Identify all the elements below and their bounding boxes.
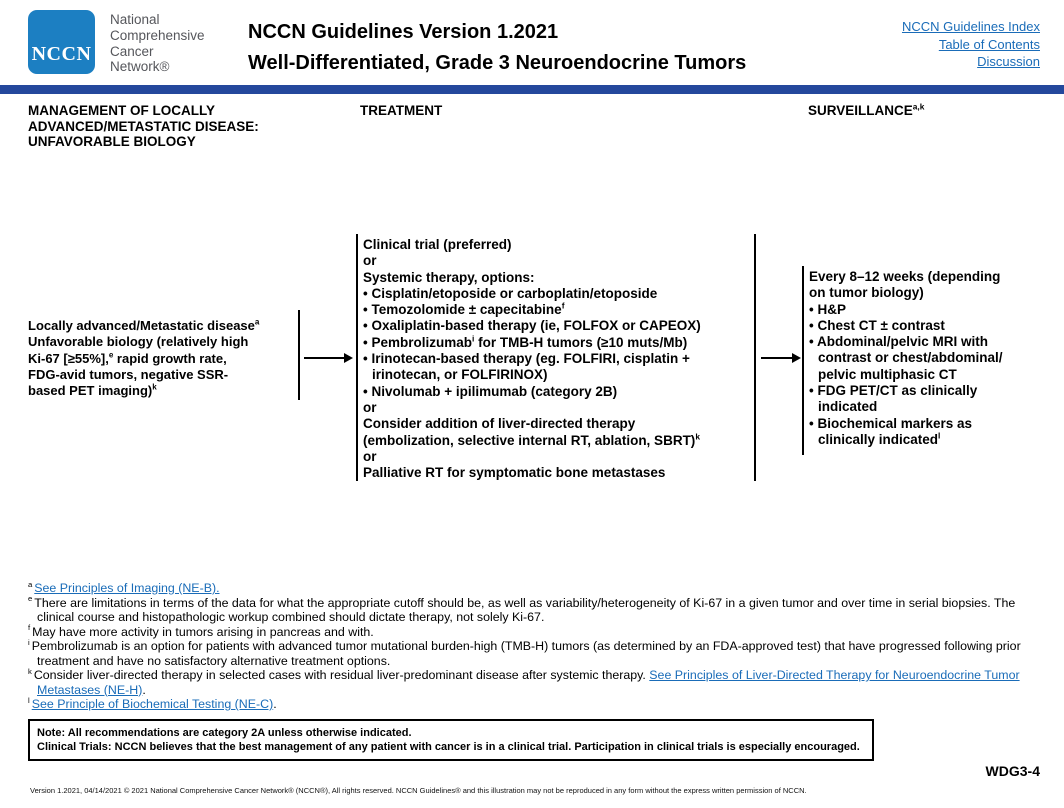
footnote-e-text: There are limitations in terms of the data for what the appropriate cutoff should be, as well as variability/heterogeneity of Ki-67 in a given tumor and over time in serial biopsies. The clinical course and histopathologic workup combined should dictate therapy, not solely Ki-67. xyxy=(34,595,1016,624)
text-line: ADVANCED/METASTATIC DISEASE: xyxy=(28,118,259,134)
text-line: • Oxaliplatin-based therapy (ie, FOLFOX or CAPEOX) xyxy=(363,318,701,334)
link-liver-directed-therapy-ne-h[interactable]: See Principles of Liver-Directed Therapy for Neuroendocrine Tumor Metastases (NE-H) xyxy=(37,668,1020,697)
text-line: Comprehensive xyxy=(110,27,205,43)
footnote-marker-k: k xyxy=(28,666,32,676)
guidelines-subtitle: Well-Differentiated, Grade 3 Neuroendocrine Tumors xyxy=(248,52,747,74)
footnote-marker-e: e xyxy=(28,594,33,604)
arrow-to-treatment xyxy=(304,357,345,359)
clinical-trials-note: Clinical Trials: NCCN believes that the best management of any patient with cancer is in a clinical trial. Participation in clinical trials is especially encouraged. xyxy=(37,741,860,753)
footnote-f xyxy=(28,625,1036,640)
text-line: Network® xyxy=(110,59,170,75)
text-line: • H&P xyxy=(809,301,846,317)
footnote-l-text: See Principle of Biochemical Testing (NE-C). xyxy=(31,697,277,711)
text-line: or xyxy=(363,253,377,269)
text-line: or xyxy=(363,448,377,464)
patient-group-block xyxy=(28,318,259,399)
text-line: clinically indicated$^l$ xyxy=(818,430,941,447)
text-line: • FDG PET/CT as clinically xyxy=(809,383,978,399)
footnotes xyxy=(28,581,1036,712)
text-line: pelvic multiphasic CT xyxy=(818,366,957,382)
link-biochemical-testing-ne-c[interactable]: See Principle of Biochemical Testing (NE-C) xyxy=(31,697,274,711)
footnote-f-text: May have more activity in tumors arising in pancreas and with. xyxy=(32,624,374,639)
nccn-logo xyxy=(28,10,95,74)
footnote-l xyxy=(28,697,1036,712)
header-divider-bar xyxy=(0,85,1064,94)
link-principles-of-imaging-ne-b[interactable]: See Principles of Imaging (NE-B). xyxy=(34,581,220,595)
text-line: Unfavorable biology (relatively high xyxy=(28,334,249,350)
text-line: • Cisplatin/etoposide or carboplatin/etoposide xyxy=(363,285,658,301)
surveillance-bracket-line xyxy=(802,266,804,455)
guidelines-version-title: NCCN Guidelines Version 1.2021 xyxy=(248,21,559,43)
text-line: FDG-avid tumors, negative SSR- xyxy=(28,366,229,382)
treatment-left-bracket-line xyxy=(356,234,358,481)
text-line: MANAGEMENT OF LOCALLY xyxy=(28,103,215,118)
surveillance-block xyxy=(809,269,1003,448)
text-line: Consider addition of liver-directed therapy xyxy=(363,416,636,432)
footnote-e xyxy=(28,596,1036,625)
text-line: • Biochemical markers as xyxy=(809,415,973,431)
footnote-marker-f: f xyxy=(28,623,31,633)
footnote-a-text xyxy=(34,581,219,595)
treatment-right-bracket-line xyxy=(754,234,756,481)
discussion-link[interactable]: Discussion xyxy=(977,54,1040,69)
text-line: based PET imaging)$^k$ xyxy=(28,382,157,399)
text-line: UNFAVORABLE BIOLOGY xyxy=(28,134,196,149)
text-line: Systemic therapy, options: xyxy=(363,269,535,285)
text-line: on tumor biology) xyxy=(809,285,924,301)
page-title xyxy=(248,17,746,79)
text-line: or xyxy=(363,399,377,415)
text-line: contrast or chest/abdominal/ xyxy=(818,350,1003,366)
footnote-k-text: Consider liver-directed therapy in selected cases with residual liver-predominant disease after systemic therapy. See Principles of Liver-Directed Therapy for Neuroendocrine Tumor Metastases (NE-H). xyxy=(33,668,1020,697)
treatment-options-block xyxy=(363,237,701,481)
header-nav xyxy=(902,18,1040,71)
copyright-line: Version 1.2021, 04/14/2021 © 2021 National Comprehensive Cancer Network® (NCCN®), All rights reserved. NCCN Guidelines® and this illustration may not be reproduced in any form without the express written permission of NCCN. xyxy=(30,786,807,795)
nccn-logo-acronym: NCCN xyxy=(31,43,92,65)
footnote-i-text: Pembrolizumab is an option for patients with advanced tumor mutational burden-high (TMB-H) tumors (as determined by an FDA-approved test) that have progressed following prior treatment and have no satisfactory alternative treatment options. xyxy=(31,639,1021,668)
text-line: • Nivolumab + ipilimumab (category 2B) xyxy=(363,383,618,399)
text-line: Clinical trial (preferred) xyxy=(363,237,512,252)
text-line: Cancer xyxy=(110,43,154,59)
text-line: • Pembrolizumab$^i$ for TMB-H tumors (≥10 muts/Mb) xyxy=(363,333,688,350)
text-line: • Abdominal/pelvic MRI with xyxy=(809,334,988,350)
footnote-i xyxy=(28,639,1036,668)
text-line: Palliative RT for symptomatic bone metastases xyxy=(363,465,666,481)
footnote-marker-i: i xyxy=(28,637,30,647)
nccn-guidelines-index-link[interactable]: NCCN Guidelines Index xyxy=(901,19,1040,34)
text-line: • Irinotecan-based therapy (eg. FOLFIRI, cisplatin + xyxy=(363,351,690,367)
text-line: indicated xyxy=(818,399,878,415)
table-of-contents-link[interactable]: Table of Contents xyxy=(938,36,1040,52)
footnote-marker-a: a xyxy=(28,579,33,589)
text-line: Every 8–12 weeks (depending xyxy=(809,269,1001,284)
left-block-bracket-line xyxy=(298,310,300,400)
nccn-org-name xyxy=(110,12,205,75)
surveillance-column-header: SURVEILLANCE$^{a,k}$ xyxy=(808,101,925,118)
management-column-header xyxy=(28,103,259,150)
footnote-k xyxy=(28,668,1036,697)
treatment-column-header: TREATMENT xyxy=(360,103,443,118)
footnote-marker-l: l xyxy=(28,695,30,705)
text-line: • Temozolomide ± capecitabine$^f$ xyxy=(363,300,565,318)
text-line: • Chest CT ± contrast xyxy=(809,317,945,333)
arrow-to-surveillance xyxy=(761,357,793,359)
text-line: irinotecan, or FOLFIRINOX) xyxy=(372,367,548,383)
text-line: (embolization, selective internal RT, ablation, SBRT)$^k$ xyxy=(363,431,700,448)
category-note: Note: All recommendations are category 2A unless otherwise indicated. xyxy=(37,727,412,739)
text-line: Locally advanced/Metastatic disease$^a$ xyxy=(28,317,260,333)
text-line: National xyxy=(110,12,160,27)
text-line: Ki-67 [≥55%],$^e$ rapid growth rate, xyxy=(28,350,227,366)
footnote-a xyxy=(28,581,1036,596)
page-code: WDG3-4 xyxy=(985,763,1040,779)
note-box xyxy=(28,719,874,761)
